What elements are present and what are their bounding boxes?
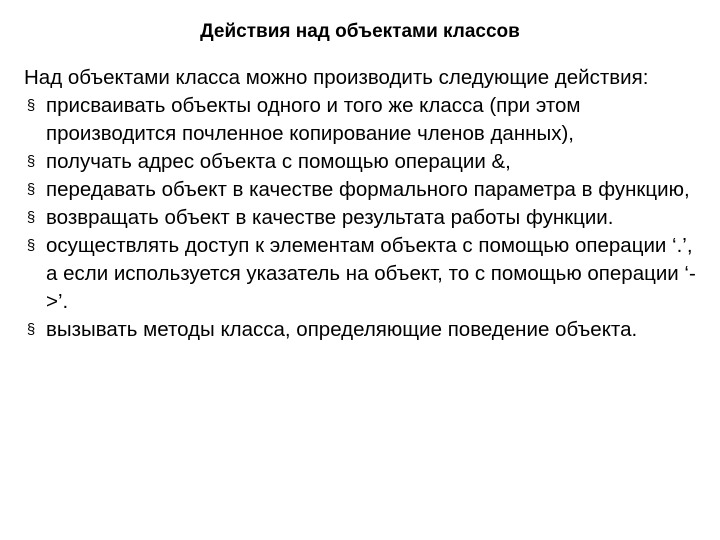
bullet-marker-icon: § bbox=[26, 321, 36, 338]
bullet-item bbox=[24, 176, 708, 204]
bullet-marker-icon: § bbox=[26, 97, 36, 114]
intro-text: Над объектами класса можно производить следующие действия: bbox=[24, 66, 649, 89]
bullet-marker-icon: § bbox=[26, 209, 36, 226]
bullet-marker-icon: § bbox=[26, 153, 36, 170]
bullet-text: вызывать методы класса, определяющие поведение объекта. bbox=[46, 318, 638, 341]
bullet-text: возвращать объект в качестве результата работы функции. bbox=[46, 206, 614, 229]
bullet-text: получать адрес объекта с помощью операции &, bbox=[46, 150, 511, 173]
bullet-text: передавать объект в качестве формального параметра в функцию, bbox=[46, 178, 690, 201]
bullet-item bbox=[24, 148, 708, 176]
bullet-item bbox=[24, 316, 708, 344]
bullet-marker-icon: § bbox=[26, 237, 36, 254]
slide-title: Действия над объектами классов bbox=[200, 21, 520, 42]
bullet-text: присваивать объекты одного и того же класса (при этом производится почленное копирование членов данных), bbox=[46, 94, 581, 145]
slide-body bbox=[24, 64, 708, 344]
bullet-item bbox=[24, 232, 708, 316]
bullet-list bbox=[24, 92, 708, 344]
bullet-item bbox=[24, 92, 708, 148]
bullet-item bbox=[24, 204, 708, 232]
bullet-marker-icon: § bbox=[26, 181, 36, 198]
bullet-text: осуществлять доступ к элементам объекта с помощью операции ‘.’, а если используется указатель на объект, то с помощью операции ‘->’. bbox=[46, 234, 696, 313]
